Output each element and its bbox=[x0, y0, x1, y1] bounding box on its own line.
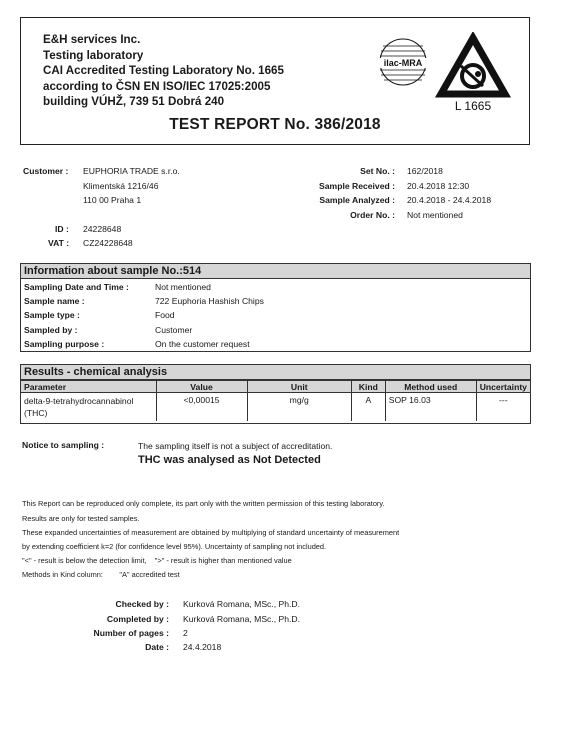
customer-vat-label: VAT : bbox=[48, 238, 70, 248]
results-table bbox=[21, 380, 530, 421]
checked-by: Kurková Romana, MSc., Ph.D. bbox=[183, 599, 301, 609]
ilac-mra-logo bbox=[377, 32, 523, 112]
info-key: Sampling Date and Time : bbox=[24, 282, 129, 293]
info-value: 722 Euphoria Hashish Chips bbox=[155, 296, 264, 307]
header-method: Method used bbox=[385, 381, 476, 393]
info-key: Sampling purpose : bbox=[24, 338, 105, 349]
report-header bbox=[20, 17, 530, 145]
report-date: 24.4.2018 bbox=[183, 642, 222, 652]
sample-info-title: Information about sample No.:514 bbox=[21, 264, 530, 279]
accreditation-logos bbox=[377, 32, 523, 112]
report-title: TEST REPORT No. 386/2018 bbox=[169, 116, 381, 133]
fine-print-line: by extending coefficient k=2 (for confidence level 95%). Uncertainty of sampling not included. bbox=[22, 542, 327, 551]
info-row bbox=[21, 280, 530, 294]
svg-text:ilac-MRA: ilac-MRA bbox=[383, 58, 423, 68]
lab-address: building VÚHŽ, 739 51 Dobrá 240 bbox=[43, 95, 225, 109]
info-row bbox=[21, 294, 530, 308]
info-value: Not mentioned bbox=[155, 282, 211, 293]
cell-value: <0,00015 bbox=[156, 393, 247, 422]
customer-label: Customer : bbox=[23, 166, 69, 176]
results-header-row bbox=[21, 381, 530, 393]
header-value: Value bbox=[156, 381, 247, 393]
info-key: Sample name : bbox=[24, 296, 85, 307]
cell-uncertainty: --- bbox=[499, 395, 508, 405]
customer-city: 110 00 Praha 1 bbox=[83, 195, 142, 205]
notice-text: The sampling itself is not a subject of accreditation. bbox=[138, 441, 333, 451]
results-section bbox=[20, 364, 531, 424]
completed-by: Kurková Romana, MSc., Ph.D. bbox=[183, 614, 301, 624]
set-no-label: Set No. : bbox=[360, 166, 395, 176]
sample-received-label: Sample Received : bbox=[319, 181, 395, 191]
order-no-label: Order No. : bbox=[350, 210, 395, 220]
info-value: Customer bbox=[155, 324, 193, 335]
notice-label: Notice to sampling : bbox=[22, 440, 105, 450]
fine-print-line: "<" - result is below the detection limit, ">" - result is higher than mentioned value bbox=[22, 556, 292, 565]
header-uncertainty: Uncertainty bbox=[476, 381, 530, 393]
header-parameter: Parameter bbox=[21, 381, 156, 393]
customer-id: 24228648 bbox=[83, 224, 122, 234]
sample-received: 20.4.2018 12:30 bbox=[407, 181, 470, 191]
order-no: Not mentioned bbox=[407, 210, 463, 220]
info-value: Food bbox=[155, 310, 175, 321]
thc-result: THC was analysed as Not Detected bbox=[138, 454, 321, 466]
info-value: On the customer request bbox=[155, 338, 250, 349]
fine-print-line: This Report can be reproduced only complete, its part only with the written permission of this testing laboratory. bbox=[22, 499, 385, 508]
completed-by-label: Completed by : bbox=[106, 614, 169, 624]
customer-street: Klimentská 1216/46 bbox=[83, 181, 159, 191]
header-unit: Unit bbox=[247, 381, 351, 393]
table-row bbox=[21, 393, 530, 422]
fine-print-line: These expanded uncertainties of measurement are obtained by multiplying of standard uncertainty of measurement bbox=[22, 528, 400, 537]
lab-accreditation: CAI Accredited Testing Laboratory No. 1665 bbox=[43, 64, 284, 78]
cell-unit: mg/g bbox=[247, 393, 351, 422]
cell-parameter: delta-9-tetrahydrocannabinol (THC) bbox=[21, 393, 156, 422]
header-kind: Kind bbox=[351, 381, 385, 393]
sample-analyzed: 20.4.2018 - 24.4.2018 bbox=[407, 195, 492, 205]
customer-id-label: ID : bbox=[55, 224, 69, 234]
lab-type: Testing laboratory bbox=[43, 48, 144, 62]
info-row bbox=[21, 323, 530, 337]
fine-print-line: Results are only for tested samples. bbox=[22, 514, 140, 523]
set-no: 162/2018 bbox=[407, 166, 443, 176]
sample-info-section bbox=[20, 263, 531, 352]
info-row bbox=[21, 337, 530, 351]
cai-triangle-logo bbox=[441, 38, 505, 94]
accreditation-number: L 1665 bbox=[454, 99, 492, 112]
sample-analyzed-label: Sample Analyzed : bbox=[319, 195, 395, 205]
cell-kind: A bbox=[351, 393, 385, 422]
date-label: Date : bbox=[145, 642, 169, 652]
info-key: Sampled by : bbox=[24, 324, 78, 335]
page-count: 2 bbox=[183, 628, 188, 638]
checked-by-label: Checked by : bbox=[115, 599, 169, 609]
lab-name: E&H services Inc. bbox=[43, 33, 141, 46]
lab-address-block bbox=[43, 32, 284, 110]
info-row bbox=[21, 308, 530, 322]
customer-vat: CZ24228648 bbox=[83, 238, 133, 248]
fine-print-line: Methods in Kind column: "A" accredited test bbox=[22, 570, 180, 579]
customer-name: EUPHORIA TRADE s.r.o. bbox=[83, 166, 180, 176]
cell-method: SOP 16.03 bbox=[385, 393, 476, 422]
results-title: Results - chemical analysis bbox=[21, 365, 530, 380]
lab-standard: according to ČSN EN ISO/IEC 17025:2005 bbox=[43, 79, 271, 93]
pages-label: Number of pages : bbox=[93, 628, 169, 638]
info-key: Sample type : bbox=[24, 310, 80, 321]
